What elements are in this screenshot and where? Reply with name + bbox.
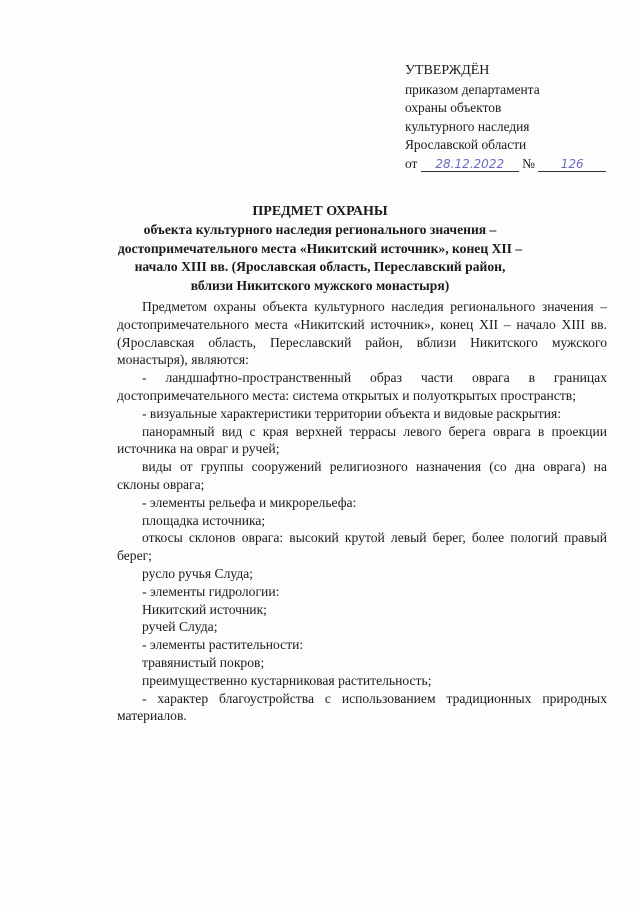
number-prefix: № [522, 155, 535, 171]
approval-date-number-line [405, 155, 606, 174]
body-paragraph: - элементы гидрологии: [142, 583, 280, 599]
body-paragraph: - элементы растительности: [142, 637, 304, 653]
title-heading: ПРЕДМЕТ ОХРАНЫ [252, 204, 388, 219]
approval-line: приказом департамента [405, 81, 540, 97]
body-paragraph: Никитский источник; [142, 601, 267, 617]
body-paragraph: виды от группы сооружений религиозного назначения (со дна оврага) на склоны оврага; [117, 459, 607, 492]
approval-date: 28.12.2022 [421, 157, 519, 172]
approval-number: 126 [538, 157, 606, 172]
approval-heading: УТВЕРЖДЁН [405, 63, 490, 78]
body-paragraph: Предметом охраны объекта культурного наследия регионального значения – достопримечательного места «Никитский источник», конец XII – начало XIII вв. (Ярославская область, Переславский район, вблизи Никитского мужского монастыря), являются: [117, 299, 607, 368]
title-line: достопримечательного места «Никитский источник», конец XII – [117, 240, 523, 256]
body-paragraph: - элементы рельефа и микрорельефа: [142, 494, 357, 510]
body-paragraph: ручей Слуда; [142, 619, 218, 635]
approval-block [405, 62, 606, 174]
body-paragraph: преимущественно кустарниковая растительность; [142, 672, 432, 688]
body-paragraph: - визуальные характеристики территории объекта и видовые раскрытия: [142, 405, 562, 421]
body-paragraph: панорамный вид с края верхней террасы левого берега оврага в проекции источника на овраг и ручей; [117, 423, 607, 457]
title-line: объекта культурного наследия регионального значения – [143, 222, 497, 238]
approval-line: охраны объектов [405, 100, 502, 116]
document-title [105, 203, 535, 295]
body-paragraph: откосы склонов оврага: высокий крутой левый берег, более пологий правый берег; [117, 530, 607, 564]
body-paragraph: - ландшафтно-пространственный образ части оврага в границах достопримечательного места: система открытых и полуоткрытых пространств; [117, 370, 607, 403]
body-paragraph: - характер благоустройства с использованием традиционных природных материалов. [117, 690, 607, 724]
body-paragraph: русло ручья Слуда; [142, 565, 254, 581]
approval-line: культурного наследия [405, 118, 530, 134]
title-line: вблизи Никитского мужского монастыря) [190, 277, 450, 293]
approval-line: Ярославской области [405, 137, 527, 153]
date-prefix: от [405, 155, 418, 171]
body-paragraph: площадка источника; [142, 512, 266, 528]
body-paragraph: травянистый покров; [142, 654, 265, 670]
title-line: начало XIII вв. (Ярославская область, Переславский район, [134, 259, 506, 275]
document-body [117, 298, 607, 725]
